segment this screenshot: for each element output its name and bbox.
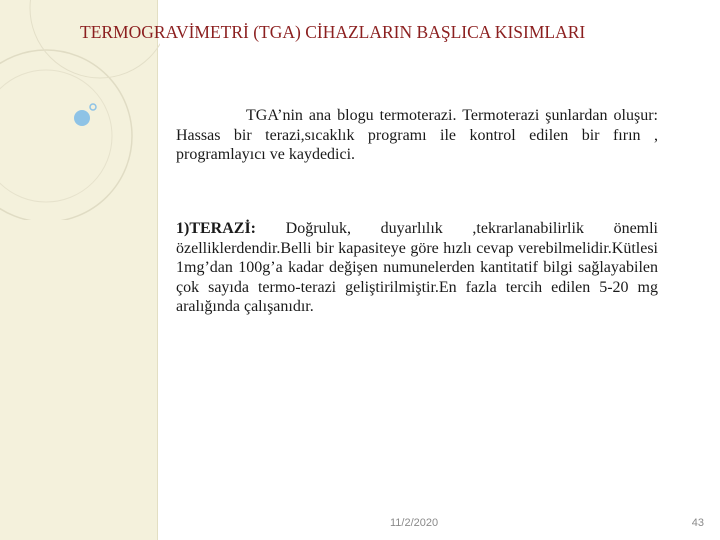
intro-paragraph: TGA’nin ana blogu termoterazi. Termoterazi şunlardan oluşur: Hassas bir terazi,sıcaklık programı ile kontrol edilen bir fırın , programlayıcı ve kaydedici. — [176, 107, 658, 163]
terazi-heading: 1)TERAZİ: — [176, 220, 257, 237]
footer-date: 11/2/2020 — [390, 517, 439, 529]
deco-bubble-dot — [74, 110, 90, 126]
slide-title: TERMOGRAVİMETRİ (TGA) CİHAZLARIN BAŞLICA KISIMLARI — [80, 22, 586, 42]
terazi-text: Doğruluk, duyarlılık ,tekrarlanabilirlik önemli özelliklerdendir.Belli bir kapasiteye göre hızlı cevap verebilmelidir.Kütlesi 1mg’dan 100g’a kadar değişen numunelerden kantitatif bilgi sağlayabilen çok sayıda termo-terazi geliştirilmiştir.En fazla tercih edilen 5-20 mg aralığında çalışanıdır. — [176, 220, 658, 315]
terazi-paragraph — [176, 219, 658, 317]
deco-bubble-small — [90, 104, 96, 110]
deco-ring-medium — [0, 70, 112, 202]
slide-number: 43 — [691, 517, 704, 529]
